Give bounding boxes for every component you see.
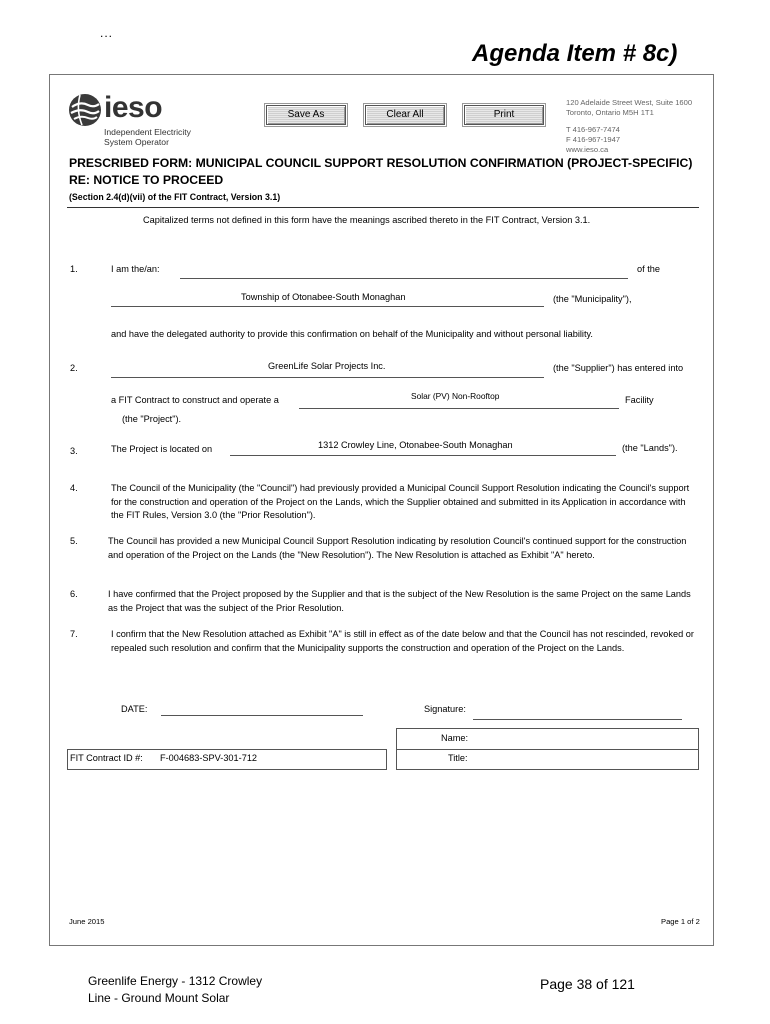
municipality-field[interactable]	[111, 306, 544, 307]
item-3-number: 3.	[70, 446, 78, 456]
intro-text: Capitalized terms not defined in this form have the meanings ascribed thereto in the FIT Contract, Version 3.1.	[143, 215, 591, 225]
address-block	[566, 98, 692, 155]
agenda-item-title: Agenda Item # 8c)	[472, 40, 678, 67]
section-reference: (Section 2.4(d)(vii) of the FIT Contract, Version 3.1)	[69, 192, 281, 202]
date-label: DATE:	[121, 704, 148, 714]
item-5-number: 5.	[70, 536, 78, 546]
contract-id-label: FIT Contract ID #:	[70, 753, 143, 763]
ieso-globe-icon	[68, 93, 102, 127]
municipality-value: Township of Otonabee-South Monaghan	[241, 292, 406, 302]
address-fax: F 416-967-1947	[566, 134, 621, 144]
address-phone: T 416-967-7474	[566, 124, 620, 134]
item-6-text: I have confirmed that the Project proposed by the Supplier and that is the subject of the New Resolution is the same Project on the same Lands as the Project that was the subject of the Prior Resolution.	[108, 589, 691, 613]
header-ellipsis: ...	[100, 26, 114, 40]
location-label: The Project is located on	[111, 444, 213, 454]
clear-all-button[interactable]: Clear All	[365, 105, 445, 125]
facility-value: Solar (PV) Non-Rooftop	[411, 391, 500, 401]
address-city: Toronto, Ontario M5H 1T1	[566, 108, 654, 118]
page-number: Page 38 of 121	[540, 976, 635, 992]
item-7-text: I confirm that the New Resolution attached as Exhibit "A" is still in effect as of the date below and that the Council has not rescinded, revoked or repealed such resolution and confirm that the Municipality supports the construction and operation of the Project on the Lands.	[111, 629, 694, 653]
facility-suffix: Facility	[625, 395, 654, 405]
logo-wordmark: ieso	[104, 91, 163, 124]
location-field[interactable]	[230, 455, 616, 456]
role-field[interactable]	[180, 278, 628, 279]
item-4-number: 4.	[70, 483, 78, 493]
document-caption	[88, 973, 262, 1007]
supplier-value: GreenLife Solar Projects Inc.	[268, 361, 386, 371]
logo-org-line1: Independent Electricity	[104, 127, 191, 137]
item-5-text: The Council has provided a new Municipal Council Support Resolution indicating by resolution Council's continued support for the construction and operation of the Project on the Lands (the "New Resolution"). The New Resolution is attached as Exhibit "A" hereto.	[108, 536, 687, 560]
item-1-number: 1.	[70, 264, 78, 274]
signature-label: Signature:	[424, 704, 466, 714]
title-divider	[67, 207, 699, 208]
authority-text: and have the delegated authority to provide this confirmation on behalf of the Municipality and without personal liability.	[111, 329, 593, 339]
title-field[interactable]	[474, 751, 694, 768]
address-web: www.ieso.ca	[566, 145, 609, 155]
form-title-line1: PRESCRIBED FORM: MUNICIPAL COUNCIL SUPPORT RESOLUTION CONFIRMATION (PROJECT-SPECIFIC)	[69, 156, 693, 170]
caption-line2: Line - Ground Mount Solar	[88, 991, 230, 1005]
supplier-suffix: (the "Supplier") has entered into	[553, 363, 684, 373]
title-label: Title:	[448, 753, 468, 763]
item-1-label: I am the/an:	[111, 264, 160, 274]
location-value: 1312 Crowley Line, Otonabee-South Monaghan	[318, 440, 513, 450]
logo-org-line2: System Operator	[104, 137, 169, 147]
item-2-number: 2.	[70, 363, 78, 373]
footer-date: June 2015	[69, 917, 105, 926]
facility-field[interactable]	[299, 408, 619, 409]
signature-field[interactable]	[473, 719, 682, 720]
caption-line1: Greenlife Energy - 1312 Crowley	[88, 974, 263, 988]
form-title	[69, 155, 692, 189]
address-street: 120 Adelaide Street West, Suite 1600	[566, 98, 693, 107]
of-the-text: of the	[637, 264, 660, 274]
contract-id-value: F-004683-SPV-301-712	[160, 753, 258, 763]
item-4-text: The Council of the Municipality (the "Council") had previously provided a Municipal Council Support Resolution indicating the Council's support for the construction and operation of the Project on the Lands, which the Supplier obtained and submitted in its Application in accordance with the FIT Rules, Version 3.0 (the "Prior Resolution").	[111, 483, 690, 520]
supplier-field[interactable]	[111, 377, 544, 378]
lands-suffix: (the "Lands").	[622, 443, 678, 453]
project-text: (the "Project").	[122, 414, 182, 424]
print-button[interactable]: Print	[464, 105, 544, 125]
form-title-line2: RE: NOTICE TO PROCEED	[69, 173, 224, 187]
item-6-number: 6.	[70, 589, 78, 599]
fit-contract-text: a FIT Contract to construct and operate a	[111, 395, 279, 405]
date-field[interactable]	[161, 715, 363, 716]
footer-page-of: Page 1 of 2	[661, 917, 700, 926]
save-as-button[interactable]: Save As	[266, 105, 346, 125]
name-title-divider	[396, 749, 699, 750]
item-7-number: 7.	[70, 629, 78, 639]
municipality-suffix: (the "Municipality"),	[553, 294, 632, 304]
name-field[interactable]	[474, 730, 694, 747]
name-label: Name:	[441, 733, 469, 743]
ieso-logo	[68, 93, 258, 153]
